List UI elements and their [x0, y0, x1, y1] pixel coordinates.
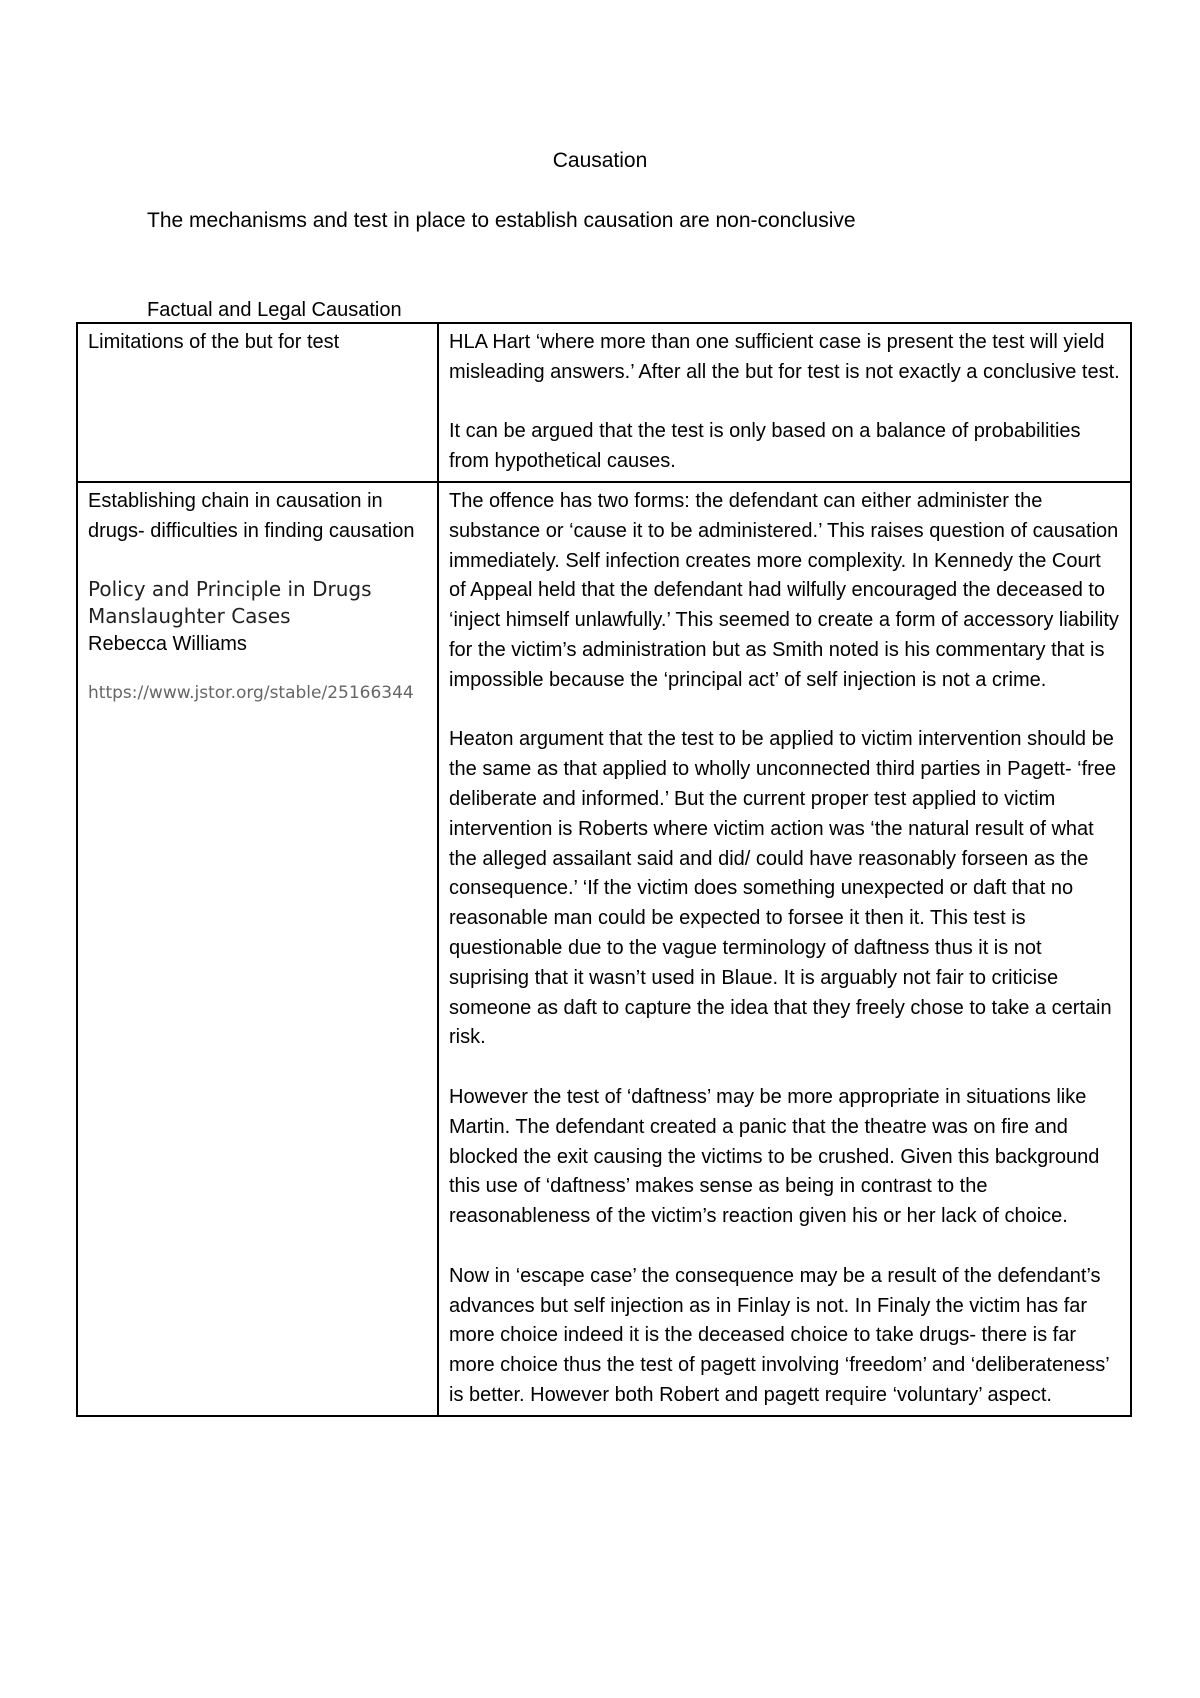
notes-table	[76, 322, 1132, 1417]
row-2-paragraph-3: However the test of ‘daftness’ may be more appropriate in situations like Martin. The defendant created a panic that the theatre was on fire and blocked the exit causing the victims to be crushed. Given this background this use of ‘daftness’ makes sense as being in contrast to the reasonableness of the victim’s reaction given his or her lack of choice.	[449, 1085, 1100, 1228]
page-title: Causation	[552, 149, 648, 172]
row-2-paragraph-1: The offence has two forms: the defendant can either administer the substance or ‘cause it to be administered.’ This raises question of causation immediately. Self infection creates more complexity. In Kennedy the Court of Appeal held that the defendant had wilfully encouraged the deceased to ‘inject himself unlawfully.’ This seemed to create a form of accessory liability for the victim’s administration but as Smith noted is his commentary that is impossible because the ‘principal act’ of self injection is not a crime.	[449, 489, 1119, 691]
row-2-paragraph-4: Now in ‘escape case’ the consequence may be a result of the defendant’s advances but self injection as in Finlay is not. In Finaly the victim has far more choice indeed it is the deceased choice to take drugs- there is far more choice thus the test of pagett involving ‘freedom’ and ‘deliberateness’ is better. However both Robert and pagett require ‘voluntary’ aspect.	[449, 1264, 1110, 1406]
row-1-left-cell	[77, 323, 438, 482]
row-2-heading: Establishing chain in causation in drugs- difficulties in finding causation	[88, 489, 415, 542]
row-1-paragraph-1: HLA Hart ‘where more than one sufficient case is present the test will yield misleading answers.’ After all the but for test is not exactly a conclusive test.	[449, 331, 1120, 383]
row-2-right-cell	[438, 482, 1131, 1416]
document-subtitle: The mechanisms and test in place to establish causation are non-conclusive	[147, 209, 856, 232]
table-row	[77, 482, 1131, 1416]
reference-link[interactable]: https://www.jstor.org/stable/25166344	[88, 682, 414, 703]
reference-title: Policy and Principle in Drugs Manslaughter Cases	[88, 576, 372, 628]
row-2-paragraph-2: Heaton argument that the test to be applied to victim intervention should be the same as that applied to wholly unconnected third parties in Pagett- ‘free deliberate and informed.’ But the current proper test applied to victim intervention is Roberts where victim action was ‘the natural result of what the alleged assailant said and did/ could have reasonably forseen as the consequence.’ ‘If the victim does something unexpected or daft that no reasonable man could be expected to forsee it then it. This test is questionable due to the vague terminology of daftness thus it is not suprising that it wasn’t used in Blaue. It is arguably not fair to criticise someone as daft to capture the idea that they freely chose to take a certain risk.	[449, 728, 1117, 1049]
row-1-right-cell	[438, 323, 1131, 482]
table-row	[77, 323, 1131, 482]
row-1-heading: Limitations of the but for test	[88, 331, 340, 353]
reference-author: Rebecca Williams	[88, 632, 247, 655]
table-title: Factual and Legal Causation	[147, 299, 402, 321]
row-2-left-cell	[77, 482, 438, 1416]
row-1-paragraph-2: It can be argued that the test is only based on a balance of probabilities from hypothetical causes.	[449, 420, 1081, 473]
